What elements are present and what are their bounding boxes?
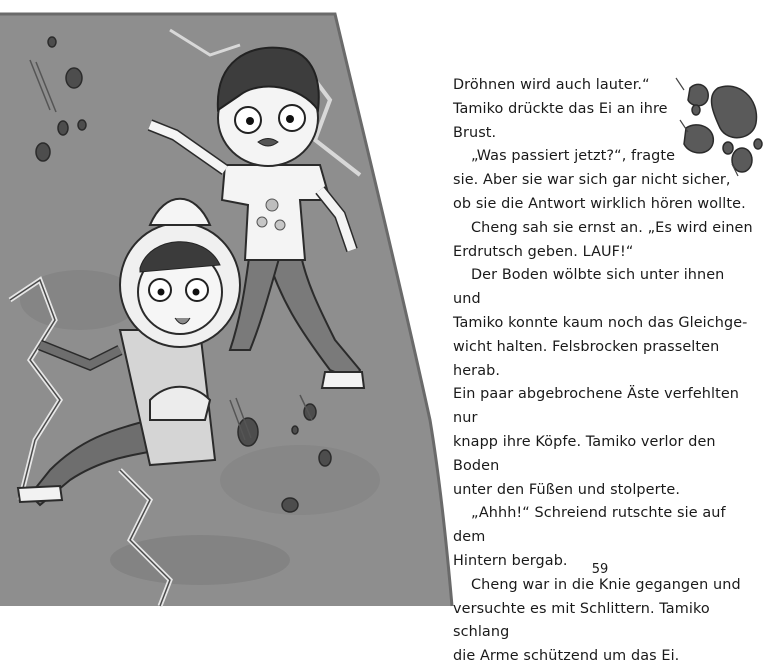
- paragraph-3: [453, 217, 753, 265]
- text-line: Tamiko konnte kaum noch das Gleichge-: [453, 314, 748, 331]
- text-line: unter den Füßen und stolperte.: [453, 481, 681, 498]
- paragraph-2: [453, 145, 753, 216]
- text-line: Dröhnen wird auch lauter.“: [453, 77, 650, 93]
- text-line: versuchte es mit Schlittern. Tamiko schlang: [453, 600, 710, 641]
- text-line: Ein paar abgebrochene Äste verfehlten nur: [453, 386, 740, 427]
- paragraph-6: [453, 574, 753, 669]
- page-number: 59: [591, 562, 609, 577]
- text-line: Cheng war in die Knie gegangen und: [471, 576, 741, 593]
- paragraph-1: [453, 74, 753, 145]
- text-line: ob sie die Antwort wirklich hören wollte.: [453, 195, 746, 212]
- text-line: die Arme schützend um das Ei.: [453, 648, 680, 665]
- text-line: knapp ihre Köpfe. Tamiko verlor den Boden: [453, 433, 716, 474]
- text-line: Tamiko drückte das Ei an ihre: [453, 100, 668, 117]
- text-line: Hintern bergab.: [453, 552, 568, 569]
- text-line: Brust.: [453, 124, 497, 141]
- text-line: Erdrutsch geben. LAUF!“: [453, 243, 634, 260]
- text-line: Der Boden wölbte sich unter ihnen und: [453, 267, 725, 308]
- text-line: „Was passiert jetzt?“, fragte: [471, 148, 676, 165]
- story-text: [453, 74, 753, 669]
- text-line: Cheng sah sie ernst an. „Es wird einen: [471, 219, 753, 236]
- paragraph-4: [453, 264, 753, 502]
- text-line: sie. Aber sie war sich gar nicht sicher,: [453, 172, 731, 189]
- text-line: „Ahhh!“ Schreiend rutschte sie auf dem: [453, 505, 726, 546]
- text-line: wicht halten. Felsbrocken prasselten herab.: [453, 338, 720, 379]
